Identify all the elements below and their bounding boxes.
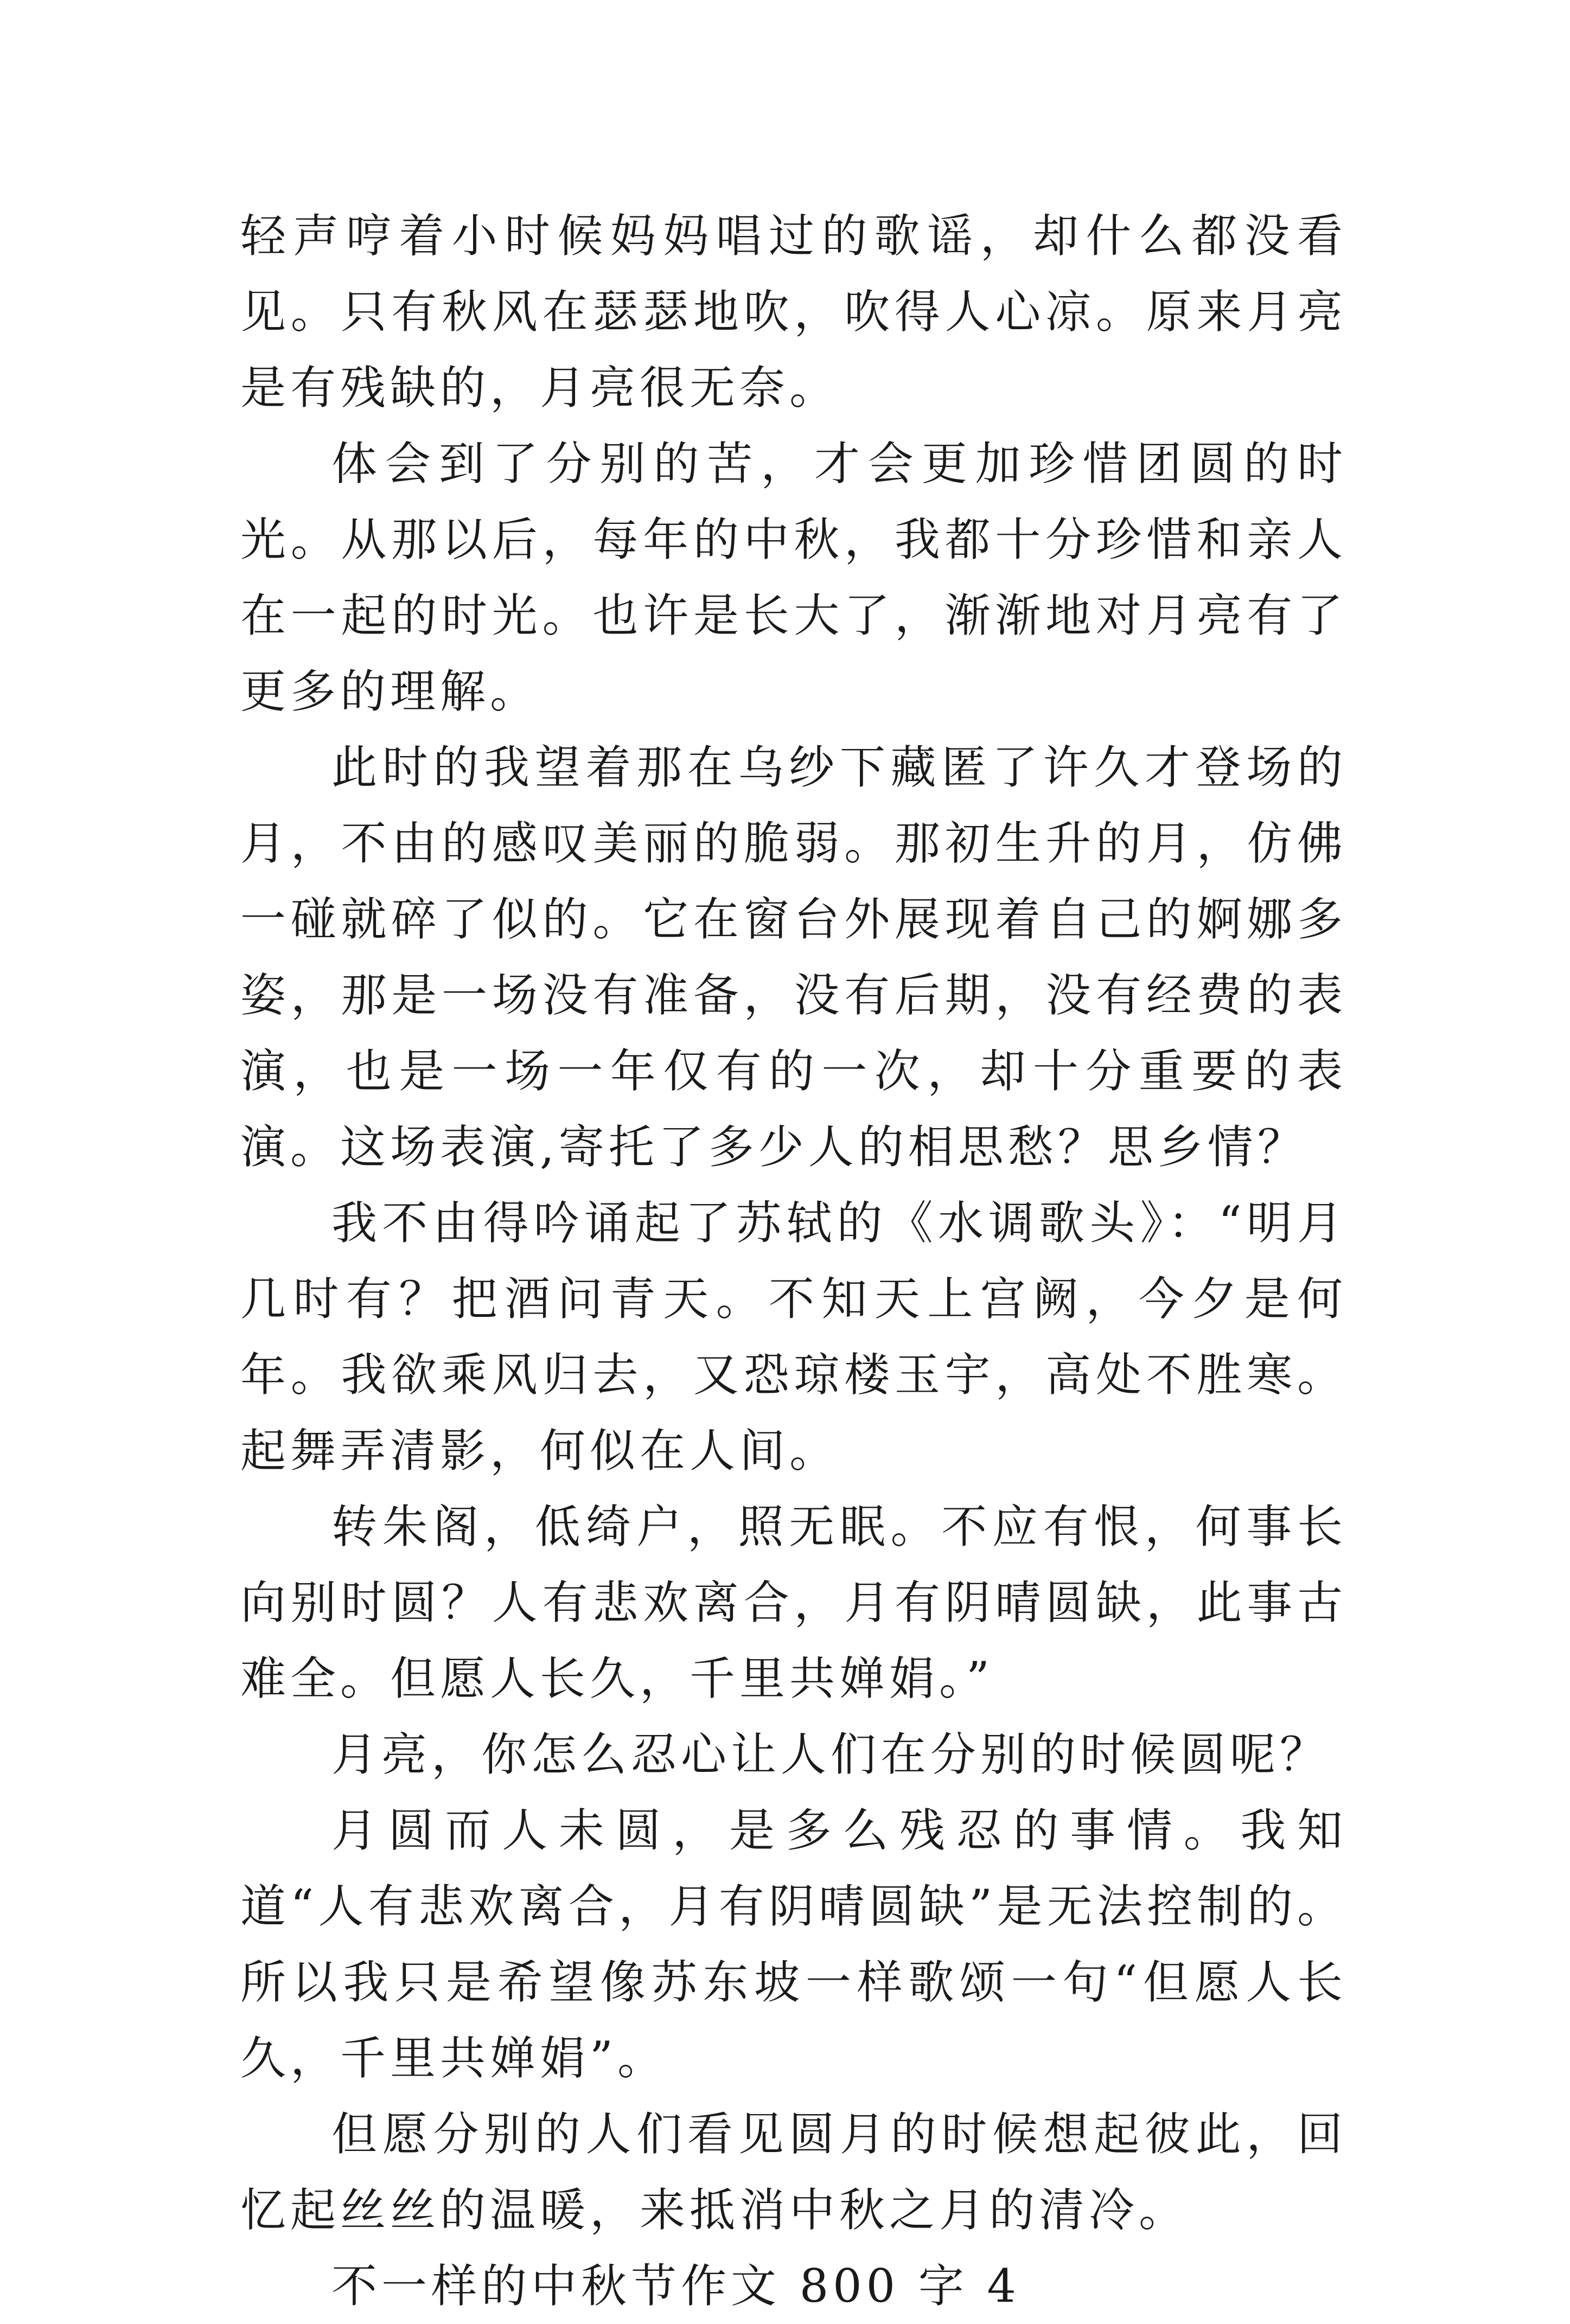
- paragraph-1: 轻声哼着小时候妈妈唱过的歌谣，却什么都没看见。只有秋风在瑟瑟地吹，吹得人心凉。原来月亮是有残缺的，月亮很无奈。: [240, 209, 1347, 414]
- paragraph-2: 体会到了分别的苦，才会更加珍惜团圆的时光。从那以后，每年的中秋，我都十分珍惜和亲人在一起的时光。也许是长大了，渐渐地对月亮有了更多的理解。: [240, 437, 1347, 718]
- paragraph-4: 我不由得吟诵起了苏轼的《水调歌头》：“明月几时有？把酒问青天。不知天上宫阙，今夕是何年。我欲乘风归去，又恐琼楼玉宇，高处不胜寒。起舞弄清影，何似在人间。: [240, 1196, 1347, 1477]
- section-heading: 不一样的中秋节作文 800 字 4: [331, 2259, 1020, 2313]
- paragraph-8: 但愿分别的人们看见圆月的时候想起彼此，回忆起丝丝的温暖，来抵消中秋之月的清冷。: [240, 2108, 1347, 2237]
- paragraph-6: 月亮，你怎么忍心让人们在分别的时候圆呢？: [331, 1728, 1330, 1781]
- paragraph-5: 转朱阁，低绮户，照无眠。不应有恨，何事长向别时圆？人有悲欢离合，月有阴晴圆缺，此事古难全。但愿人长久，千里共婵娟。”: [240, 1500, 1347, 1705]
- paragraph-7: 月圆而人未圆，是多么残忍的事情。我知道“人有悲欢离合，月有阴晴圆缺”是无法控制的。所以我只是希望像苏东坡一样歌颂一句“但愿人长久，千里共婵娟”。: [240, 1804, 1347, 2085]
- document-body: [240, 198, 1347, 2324]
- paragraph-3: 此时的我望着那在乌纱下藏匿了许久才登场的月，不由的感叹美丽的脆弱。那初生升的月，仿佛一碰就碎了似的。它在窗台外展现着自己的婀娜多姿，那是一场没有准备，没有后期，没有经费的表演，也是一场一年仅有的一次，却十分重要的表演。这场表演,寄托了多少人的相思愁？思乡情？: [240, 741, 1347, 1174]
